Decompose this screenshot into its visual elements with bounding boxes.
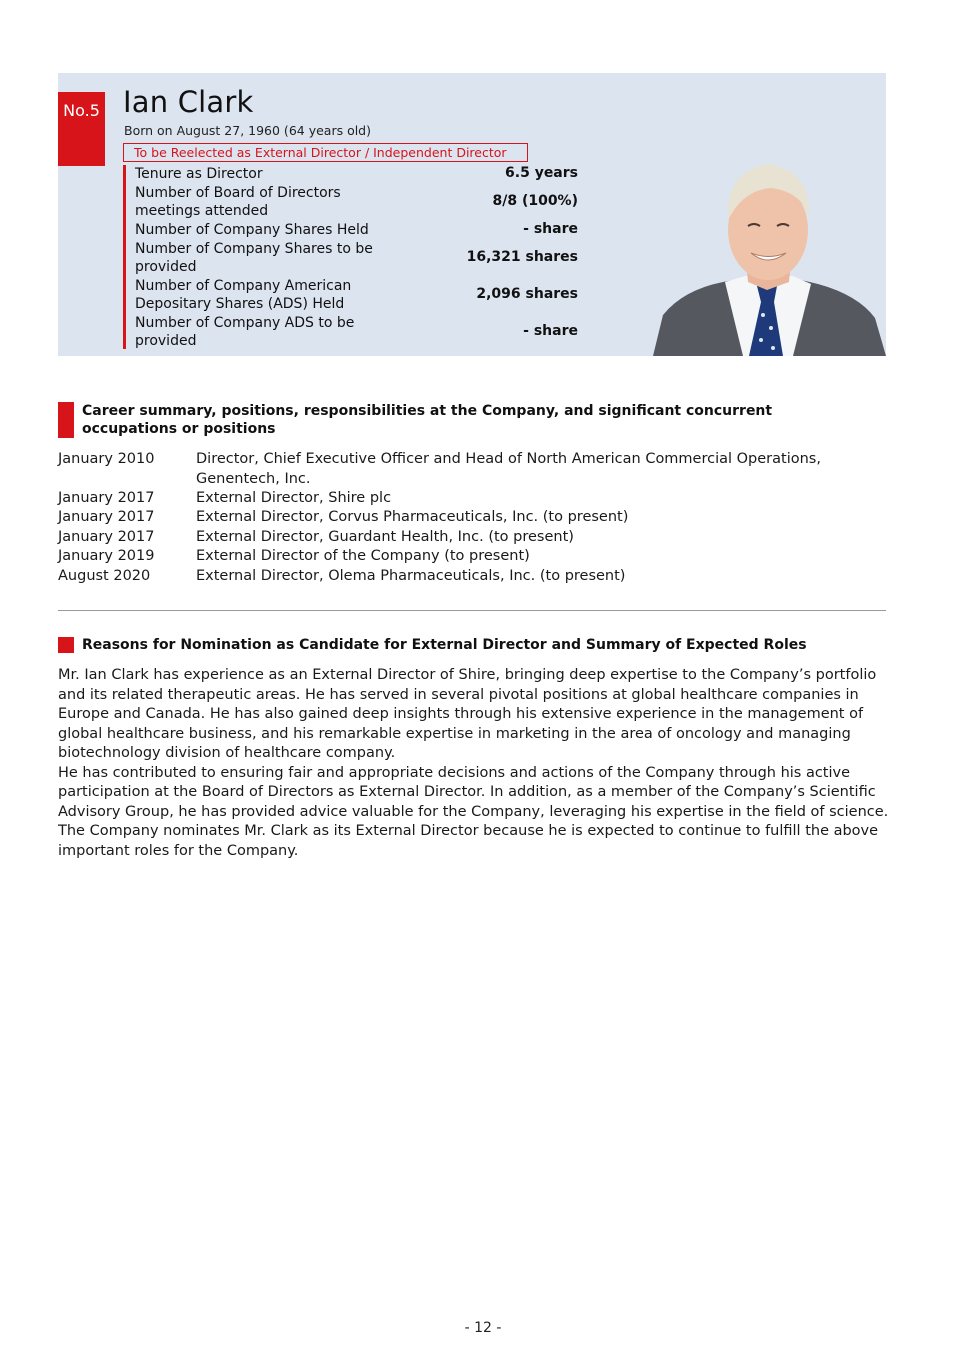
career-description: External Director, Shire plc (196, 490, 392, 506)
career-date: January 2010 (58, 451, 155, 467)
reasons-paragraph: Mr. Ian Clark has experience as an External Director of Shire, bringing deep expertise to the Company’s portfolio and its related therapeutic areas. He has served in several pivotal positions at global healthcare companies in Europe and Canada. He has also gained deep insights through his extensive experience in the management of global healthcare business, and his remarkable expertise in marketing in the area of oncology and managing biotechnology division of healthcare company. (58, 667, 877, 761)
page-number: - 12 - (464, 1320, 502, 1336)
career-description: External Director of the Company (to present) (196, 548, 530, 564)
career-date: January 2017 (58, 490, 155, 506)
stat-value: 6.5 years (505, 165, 578, 181)
career-date: January 2017 (58, 509, 155, 525)
candidate-stats (123, 165, 581, 349)
stat-row (126, 277, 581, 314)
career-date: January 2019 (58, 548, 155, 564)
stat-row (126, 165, 581, 184)
stat-label: Number of Company ADS to be provided (135, 315, 355, 349)
stat-row (126, 221, 581, 240)
stat-label: Number of Board of Directors meetings attended (135, 185, 341, 219)
stat-row (126, 314, 581, 351)
career-description: External Director, Corvus Pharmaceuticals, Inc. (to present) (196, 509, 629, 525)
reelection-status: To be Reelected as External Director / Independent Director (123, 143, 528, 162)
stat-row (126, 240, 581, 277)
career-section-title: Career summary, positions, responsibilities at the Company, and significant concurrent occupations or positions (82, 403, 773, 437)
stat-value: - share (523, 323, 578, 339)
badge-tail (58, 130, 105, 166)
reasons-paragraph: He has contributed to ensuring fair and appropriate decisions and actions of the Company through his active participation at the Board of Directors as External Director. In addition, as a member of the Company’s Scientific Advisory Group, he has provided advice valuable for the Company, leveraging his expertise in the field of science. (58, 764, 889, 820)
stat-label: Number of Company American Depositary Shares (ADS) Held (135, 278, 352, 312)
career-section-marker (58, 402, 74, 438)
section-divider (58, 610, 886, 611)
stat-label: Number of Company Shares Held (135, 222, 369, 238)
candidate-birth: Born on August 27, 1960 (64 years old) (124, 123, 371, 138)
career-description: External Director, Guardant Health, Inc. (to present) (196, 529, 574, 545)
stat-label: Number of Company Shares to be provided (135, 241, 373, 275)
stat-row (126, 184, 581, 221)
stat-value: 2,096 shares (476, 286, 578, 302)
reasons-body (58, 666, 908, 861)
career-date: August 2020 (58, 568, 151, 584)
stat-value: 8/8 (100%) (492, 193, 578, 209)
portrait-icon (653, 150, 886, 356)
candidate-name: Ian Clark (123, 85, 254, 119)
reasons-section-marker (58, 637, 74, 653)
career-date: January 2017 (58, 529, 155, 545)
stat-label: Tenure as Director (135, 166, 263, 182)
stat-value: - share (523, 221, 578, 237)
career-description: External Director, Olema Pharmaceuticals, Inc. (to present) (196, 568, 626, 584)
stat-value: 16,321 shares (466, 249, 578, 265)
reasons-section-title: Reasons for Nomination as Candidate for External Director and Summary of Expected Roles (82, 637, 807, 653)
portrait-photo (653, 150, 886, 356)
candidate-number-badge: No.5 (58, 92, 105, 130)
reasons-paragraph: The Company nominates Mr. Clark as its External Director because he is expected to continue to fulfill the above important roles for the Company. (58, 823, 879, 859)
career-description: Director, Chief Executive Officer and Head of North American Commercial Operations, Genentech, Inc. (196, 451, 821, 487)
